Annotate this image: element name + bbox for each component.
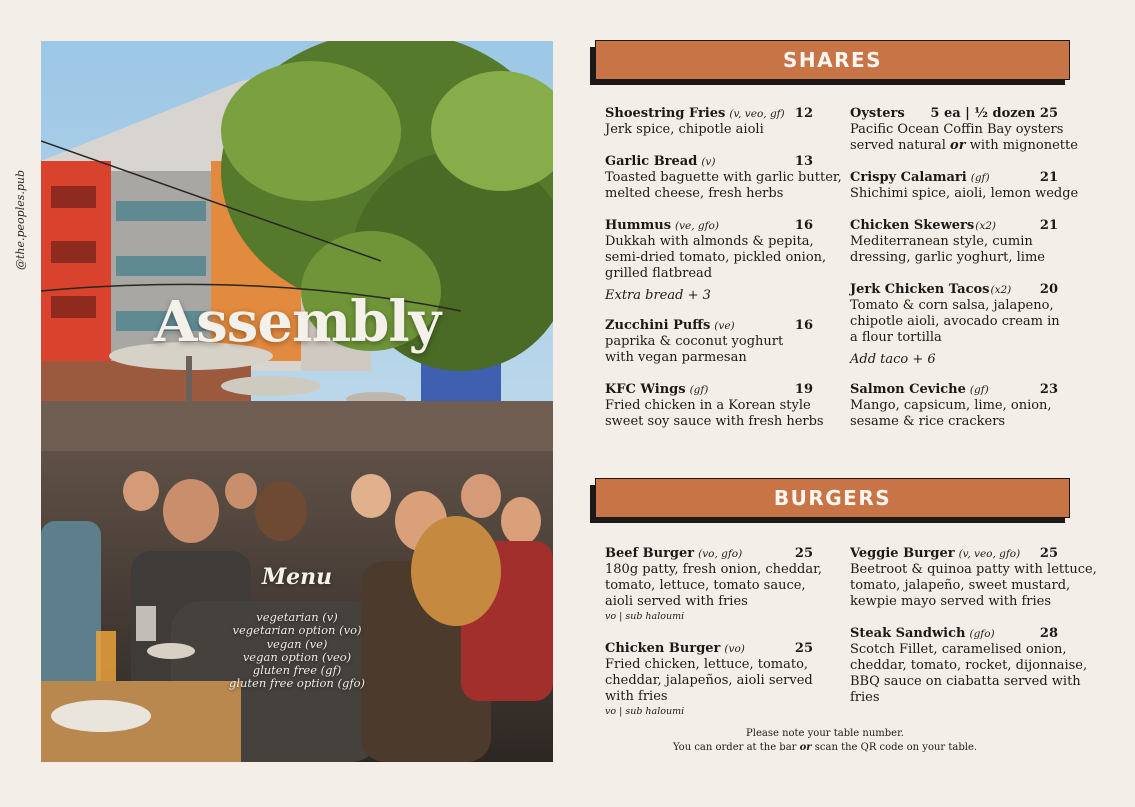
- item-description: tomato, jalapeño, sweet mustard,: [850, 578, 1071, 593]
- item-description: grilled flatbread: [605, 266, 713, 281]
- item-name: Chicken Burger: [605, 641, 721, 656]
- item-description: chipotle aioli, avocado cream in: [850, 314, 1060, 329]
- item-description: Beetroot & quinoa patty with lettuce,: [850, 562, 1097, 577]
- item-name: Veggie Burger: [850, 546, 955, 561]
- menu-item: [605, 641, 813, 719]
- item-name: Zucchini Puffs: [605, 318, 711, 333]
- item-extra: Extra bread + 3: [605, 288, 711, 303]
- item-description: Mango, capsicum, lime, onion,: [850, 398, 1052, 413]
- item-name: Oysters: [850, 106, 905, 121]
- shares-heading-text: SHARES: [782, 48, 883, 72]
- item-price: 13: [794, 154, 813, 169]
- item-name: Steak Sandwich: [850, 626, 966, 641]
- item-name: Hummus: [605, 218, 672, 233]
- item-tags: (x2): [990, 284, 1012, 296]
- item-description: Fried chicken, lettuce, tomato,: [605, 657, 809, 672]
- dietary-legend: [41, 611, 553, 691]
- ordering-note-line: Please note your table number.: [746, 728, 904, 739]
- item-description: melted cheese, fresh herbs: [605, 186, 784, 201]
- menu-item: [850, 170, 1079, 202]
- item-name: Jerk Chicken Tacos: [850, 282, 990, 297]
- item-extra: Add taco + 6: [850, 352, 936, 367]
- item-price: 20: [1039, 282, 1058, 297]
- item-description: Pacific Ocean Coffin Bay oysters: [850, 122, 1064, 137]
- item-tags: (vo): [724, 643, 745, 655]
- burgers-heading: [595, 478, 1070, 516]
- instagram-handle-text: @the.peoples.pub: [14, 169, 27, 270]
- item-price: 25: [1039, 546, 1058, 561]
- item-tags: (gf): [969, 384, 989, 396]
- item-tags: (v, veo, gf): [729, 108, 785, 120]
- item-description: Tomato & corn salsa, jalapeno,: [850, 298, 1054, 313]
- item-tags: (gf): [970, 172, 990, 184]
- item-tags: (v): [701, 156, 716, 168]
- item-tags: (ve, gfo): [675, 220, 719, 232]
- item-description: Scotch Fillet, caramelised onion,: [850, 642, 1067, 657]
- item-name: Beef Burger: [605, 546, 695, 561]
- item-description: BBQ sauce on ciabatta served with: [850, 674, 1081, 689]
- burgers-heading-text: BURGERS: [773, 486, 892, 510]
- menu-item: [605, 106, 813, 138]
- item-name: KFC Wings: [605, 382, 686, 397]
- item-tags: (x2): [975, 220, 997, 232]
- item-description: tomato, lettuce, tomato sauce,: [605, 578, 806, 593]
- item-description: 180g patty, fresh onion, cheddar,: [605, 562, 823, 577]
- legend-item: gluten free option (gfo): [228, 676, 366, 691]
- item-description: fries: [850, 690, 880, 705]
- menu-item: [605, 382, 824, 430]
- item-name: Garlic Bread: [605, 154, 698, 169]
- item-price: 23: [1039, 382, 1058, 397]
- cover-photo: [41, 41, 553, 762]
- item-tags: (v, veo, gfo): [958, 548, 1021, 560]
- cover-subtitle: Menu: [261, 564, 333, 590]
- item-description: Mediterranean style, cumin: [850, 234, 1033, 249]
- instagram-handle: [7, 160, 35, 270]
- item-tags: (vo, gfo): [698, 548, 743, 560]
- item-price: 21: [1039, 218, 1058, 233]
- menu-item: [850, 106, 1078, 154]
- legend-item: vegetarian (v): [256, 610, 338, 624]
- item-price: 21: [1039, 170, 1058, 185]
- item-description: Jerk spice, chipotle aioli: [605, 122, 764, 137]
- item-tags: (gf): [689, 384, 709, 396]
- ordering-note-line: You can order at the bar or scan the QR code on your table.: [672, 742, 978, 753]
- item-name: Shoestring Fries: [605, 106, 726, 121]
- legend-item: vegetarian option (vo): [232, 623, 362, 638]
- cover-title: Assembly: [153, 289, 441, 355]
- item-price: 28: [1039, 626, 1058, 641]
- item-price: 16: [794, 318, 813, 333]
- item-price: 5 ea | ½ dozen 25: [930, 106, 1058, 121]
- item-tags: (ve): [714, 320, 735, 332]
- ordering-note: [600, 727, 1050, 755]
- item-description: Fried chicken in a Korean style: [605, 398, 811, 413]
- item-description: with vegan parmesan: [605, 350, 747, 365]
- item-description: sesame & rice crackers: [850, 414, 1006, 429]
- shares-heading: [595, 40, 1070, 78]
- item-description: paprika & coconut yoghurt: [605, 334, 784, 349]
- item-description: served natural or with mignonette: [850, 138, 1078, 153]
- item-description: Dukkah with almonds & pepita,: [605, 234, 814, 249]
- item-tags: (gfo): [969, 628, 995, 640]
- menu-item: [850, 218, 1058, 266]
- item-price: 12: [794, 106, 813, 121]
- menu-item: [605, 318, 813, 366]
- item-price: 25: [794, 641, 813, 656]
- item-description: with fries: [605, 689, 668, 704]
- item-description: a flour tortilla: [850, 330, 942, 345]
- menu-item: [850, 546, 1097, 610]
- item-description: dressing, garlic yoghurt, lime: [850, 250, 1045, 265]
- item-note: vo | sub haloumi: [605, 706, 685, 717]
- item-price: 19: [794, 382, 813, 397]
- item-price: 25: [794, 546, 813, 561]
- menu-item: [850, 282, 1058, 368]
- item-description: Toasted baguette with garlic butter,: [605, 170, 842, 185]
- item-name: Salmon Ceviche: [850, 382, 966, 397]
- item-description: sweet soy sauce with fresh herbs: [605, 414, 824, 429]
- legend-item: vegan (ve): [266, 636, 328, 651]
- item-description: kewpie mayo served with fries: [850, 594, 1052, 609]
- menu-item: [850, 626, 1088, 706]
- item-description: aioli served with fries: [605, 594, 748, 609]
- menu-item: [605, 546, 823, 624]
- menu-item: [850, 382, 1058, 430]
- item-description: cheddar, tomato, rocket, dijonnaise,: [850, 658, 1088, 673]
- item-name: Crispy Calamari: [850, 170, 967, 185]
- menu-item: [605, 154, 842, 202]
- legend-item: vegan option (veo): [242, 649, 352, 664]
- item-note: vo | sub haloumi: [605, 611, 685, 622]
- item-description: cheddar, jalapeños, aioli served: [605, 673, 813, 688]
- legend-item: gluten free (gf): [252, 663, 342, 678]
- item-description: Shichimi spice, aioli, lemon wedge: [850, 186, 1079, 201]
- item-price: 16: [794, 218, 813, 233]
- item-description: semi-dried tomato, pickled onion,: [605, 250, 827, 265]
- item-name: Chicken Skewers: [850, 218, 975, 233]
- menu-item: [605, 218, 827, 304]
